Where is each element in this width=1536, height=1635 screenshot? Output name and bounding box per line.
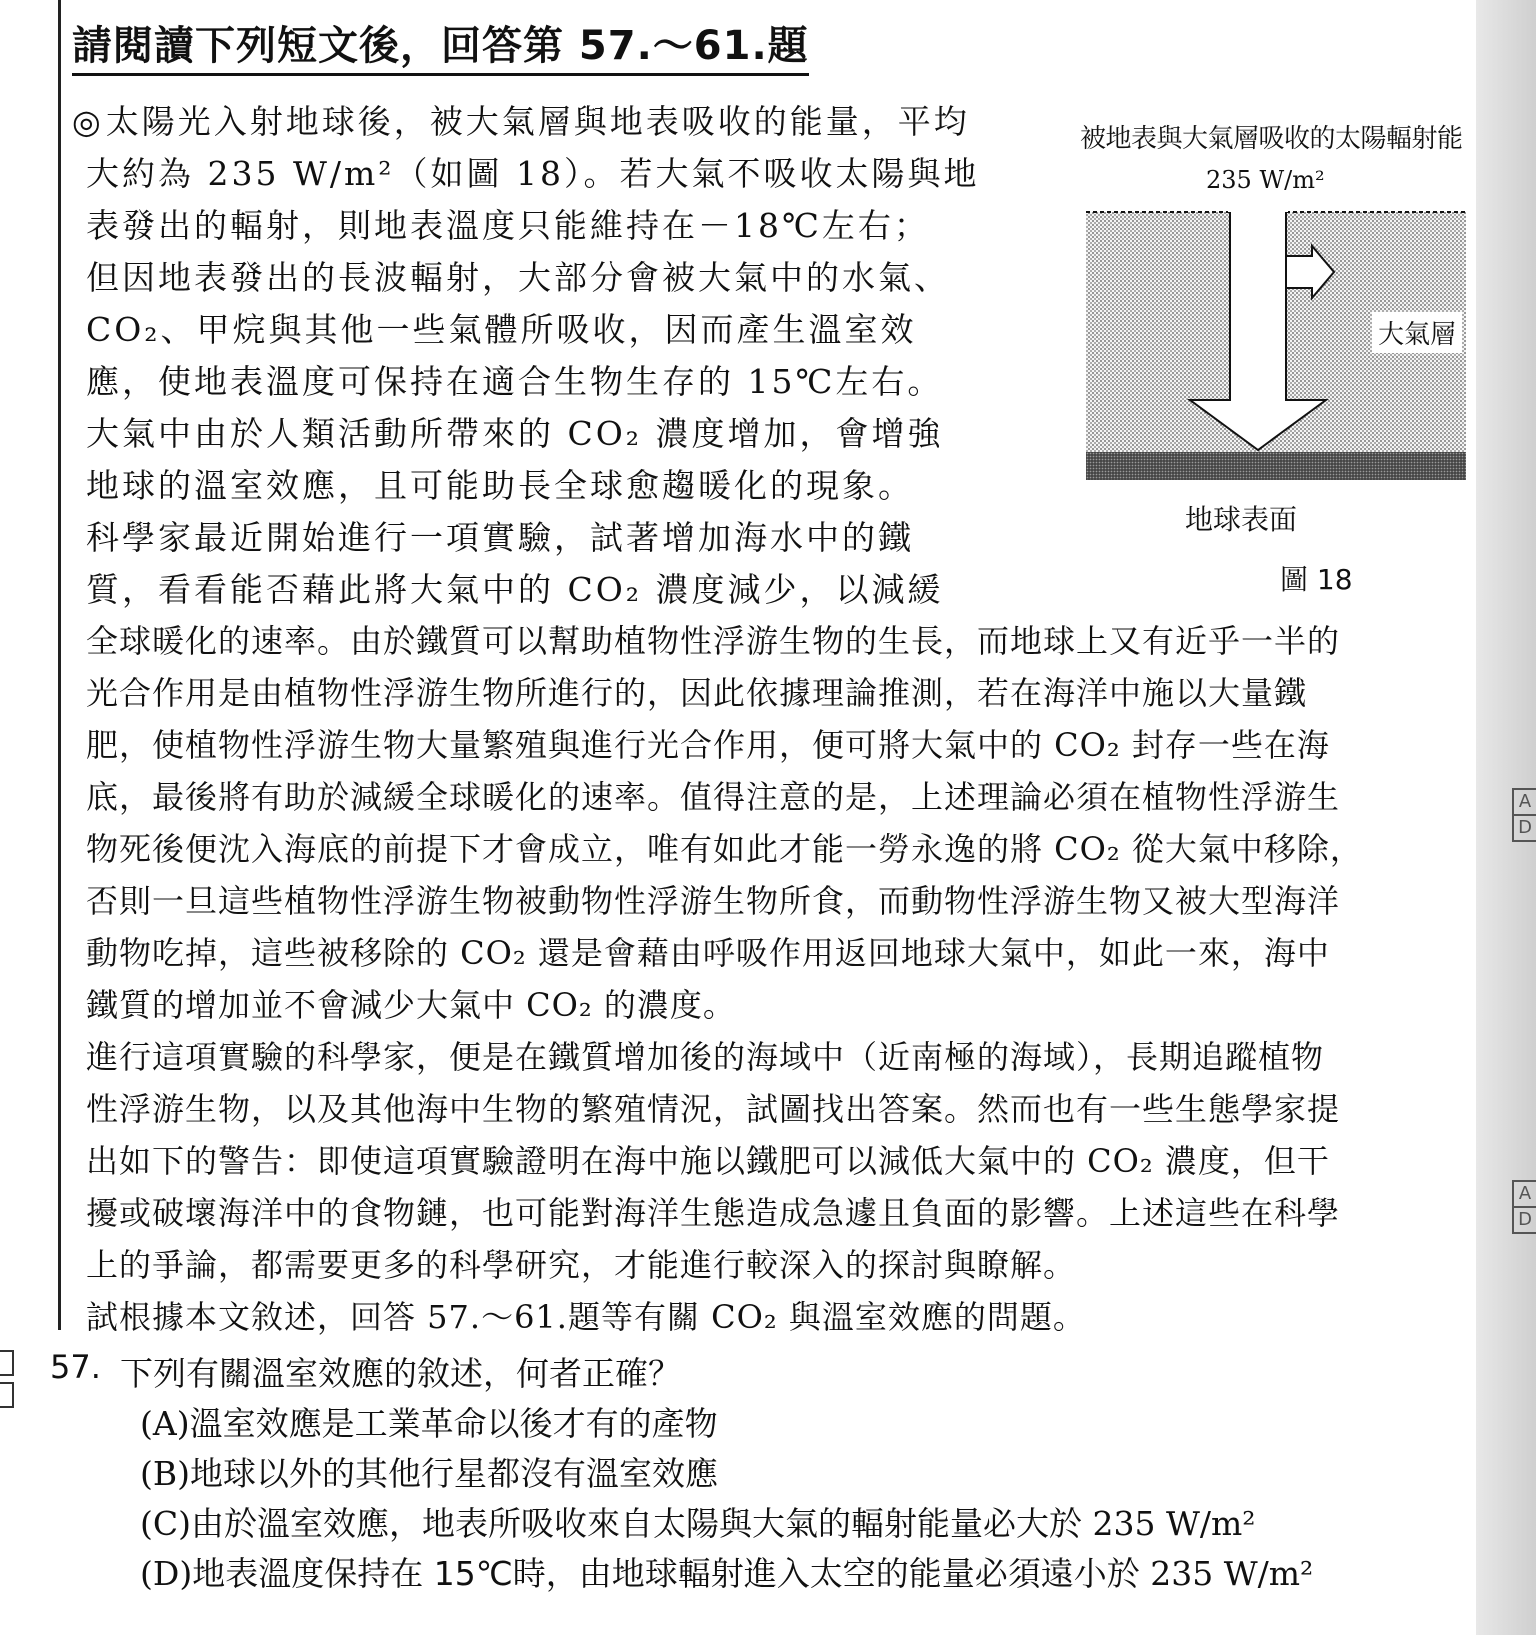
- passage-line: 地球的溫室效應，且可能助長全球愈趨暖化的現象。: [86, 466, 914, 505]
- earth-surface-band: [1086, 452, 1466, 480]
- margin-mark: A: [1512, 788, 1536, 816]
- answer-mark-box: [0, 1350, 14, 1376]
- option-b[interactable]: (B)地球以外的其他行星都沒有溫室效應: [140, 1454, 718, 1493]
- figure-caption: 圖 18: [1280, 563, 1353, 596]
- option-a[interactable]: (A)溫室效應是工業革命以後才有的產物: [140, 1404, 718, 1443]
- left-margin-rule: [58, 0, 61, 1330]
- surface-label: 地球表面: [1185, 503, 1298, 536]
- passage-line: 鐵質的增加並不會減少大氣中 CO₂ 的濃度。: [86, 986, 736, 1024]
- section-header: 請閱讀下列短文後，回答第 57.～61.題: [72, 14, 809, 76]
- passage-line: 上的爭論，都需要更多的科學研究，才能進行較深入的探討與瞭解。: [86, 1246, 1077, 1284]
- passage-line: CO₂、甲烷與其他一些氣體所吸收，因而產生溫室效: [86, 310, 917, 349]
- option-d[interactable]: (D)地表溫度保持在 15℃時，由地球輻射進入太空的能量必須遠小於 235 W/m²: [140, 1554, 1314, 1593]
- passage-line: 出如下的警告：即使這項實驗證明在海中施以鐵肥可以減低大氣中的 CO₂ 濃度，但干: [86, 1142, 1330, 1180]
- margin-mark: A: [1512, 1180, 1536, 1208]
- question-stem: 下列有關溫室效應的敘述，何者正確？: [120, 1354, 681, 1393]
- figure-title: 被地表與大氣層吸收的太陽輻射能: [1080, 124, 1463, 154]
- figure-value: 235 W/m²: [1206, 166, 1325, 194]
- passage-line: 大約為 235 W/m²（如圖 18）。若大氣不吸收太陽與地: [86, 154, 980, 193]
- option-c[interactable]: (C)由於溫室效應，地表所吸收來自太陽與大氣的輻射能量必大於 235 W/m²: [140, 1504, 1256, 1543]
- passage-line: 擾或破壞海洋中的食物鏈，也可能對海洋生態造成急遽且負面的影響。上述這些在科學: [86, 1194, 1341, 1232]
- passage-line: 性浮游生物，以及其他海中生物的繁殖情況，試圖找出答案。然而也有一些生態學家提: [86, 1090, 1341, 1128]
- passage-line: 否則一旦這些植物性浮游生物被動物性浮游生物所食，而動物性浮游生物又被大型海洋: [86, 882, 1341, 920]
- bullet-icon: ◎: [72, 102, 104, 141]
- passage-line: 質，看看能否藉此將大氣中的 CO₂ 濃度減少，以減緩: [86, 570, 944, 609]
- passage-line: 肥，使植物性浮游生物大量繁殖與進行光合作用，便可將大氣中的 CO₂ 封存一些在海: [86, 726, 1330, 764]
- passage-line: 表發出的輻射，則地表溫度只能維持在－18℃左右；: [86, 206, 930, 245]
- passage-line: 全球暖化的速率。由於鐵質可以幫助植物性浮游生物的生長，而地球上又有近乎一半的: [86, 622, 1341, 660]
- passage-line: ◎太陽光入射地球後，被大氣層與地表吸收的能量，平均: [72, 102, 970, 141]
- passage-line: 試根據本文敘述，回答 57.～61.題等有關 CO₂ 與溫室效應的問題。: [86, 1298, 1086, 1336]
- margin-mark: D: [1512, 1206, 1536, 1234]
- atmosphere-label: 大氣層: [1372, 312, 1462, 353]
- passage-line: 大氣中由於人類活動所帶來的 CO₂ 濃度增加，會增強: [86, 414, 944, 453]
- question-number: 57.: [50, 1348, 101, 1386]
- passage-line: 光合作用是由植物性浮游生物所進行的，因此依據理論推測，若在海洋中施以大量鐵: [86, 674, 1308, 712]
- passage-line: 應，使地表溫度可保持在適合生物生存的 15℃左右。: [86, 362, 944, 401]
- passage-line: 動物吃掉，這些被移除的 CO₂ 還是會藉由呼吸作用返回地球大氣中，如此一來，海中: [86, 934, 1330, 972]
- passage-line: 進行這項實驗的科學家，便是在鐵質增加後的海域中（近南極的海域），長期追蹤植物: [86, 1038, 1325, 1076]
- margin-mark: D: [1512, 814, 1536, 842]
- answer-mark-box: [0, 1382, 14, 1408]
- passage-line: 底，最後將有助於減緩全球暖化的速率。值得注意的是，上述理論必須在植物性浮游生: [86, 778, 1341, 816]
- passage-line: 但因地表發出的長波輻射，大部分會被大氣中的水氣、: [86, 258, 950, 297]
- passage-line: 物死後便沈入海底的前提下才會成立，唯有如此才能一勞永逸的將 CO₂ 從大氣中移除，: [86, 830, 1363, 868]
- passage-line: 科學家最近開始進行一項實驗，試著增加海水中的鐵: [86, 518, 914, 557]
